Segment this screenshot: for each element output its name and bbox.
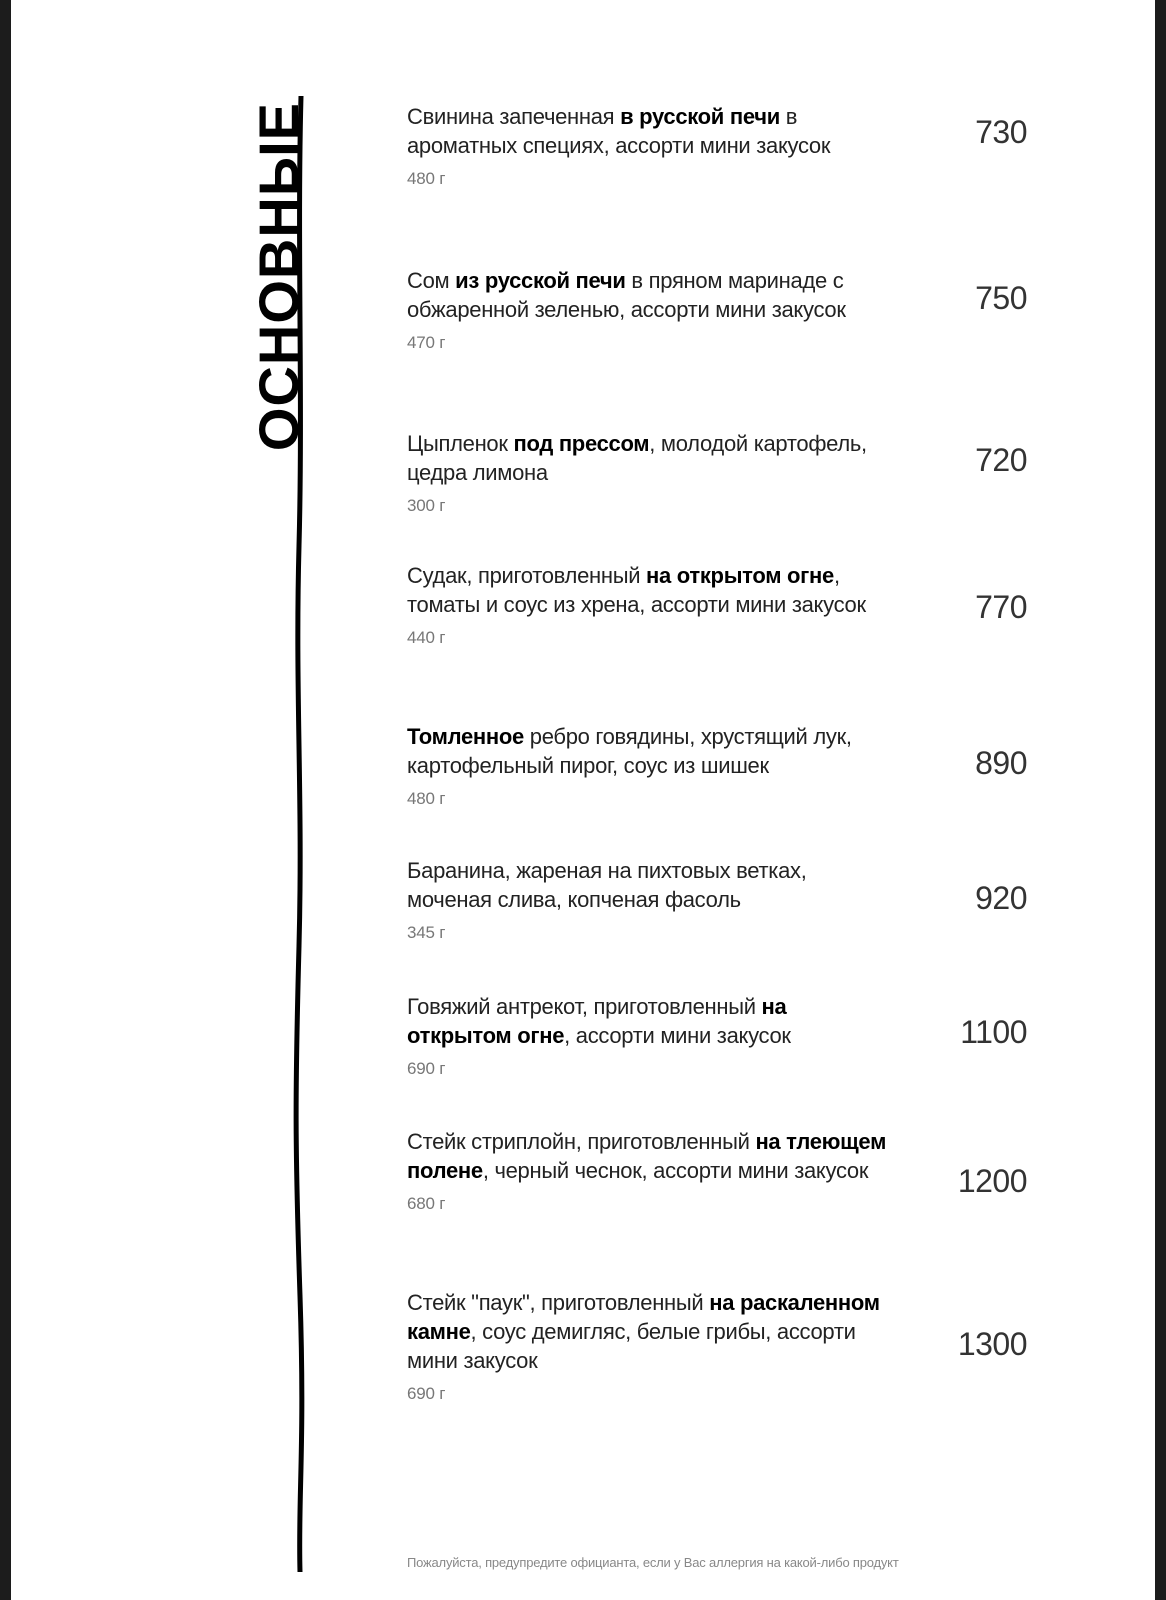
- item-description: [407, 429, 887, 487]
- item-description-text: Баранина, жареная на пихтовых ветках, моченая слива, копченая фасоль: [407, 858, 807, 912]
- item-price: 730: [975, 114, 1027, 150]
- item-price: 720: [975, 442, 1027, 478]
- item-description-text: Свинина запеченная: [407, 104, 621, 129]
- item-description-highlight: на раскаленном камне: [407, 1290, 880, 1344]
- item-description-text: Стейк "паук", приготовленный: [407, 1290, 710, 1315]
- menu-item: [407, 266, 887, 353]
- item-description-text: , соус демигляс, белые грибы, ассорти мини закусок: [407, 1319, 856, 1373]
- item-description: [407, 102, 887, 160]
- item-price: 750: [975, 280, 1027, 316]
- item-description-highlight: Томленное: [407, 724, 524, 749]
- item-description-highlight: под прессом: [513, 431, 650, 456]
- item-weight: 470 г: [407, 333, 446, 352]
- item-description-text: Цыпленок: [407, 431, 514, 456]
- item-description: [407, 1288, 887, 1375]
- item-description-highlight: на открытом огне: [646, 563, 834, 588]
- item-description-text: в пряном маринаде с обжаренной зеленью, ассорти мини закусок: [407, 268, 846, 322]
- item-description-text: Стейк стриплойн, приготовленный: [407, 1129, 756, 1154]
- item-description: [407, 992, 887, 1050]
- item-description-text: Сом: [407, 268, 456, 293]
- menu-item: [407, 561, 887, 648]
- item-weight: 480 г: [407, 169, 446, 188]
- item-weight: 440 г: [407, 628, 446, 647]
- item-description: [407, 561, 887, 619]
- item-description-text: , томаты и соус из хрена, ассорти мини закусок: [407, 563, 866, 617]
- item-price: 1100: [960, 1014, 1027, 1050]
- menu-item: [407, 429, 887, 516]
- item-description-text: Говяжий антрекот, приготовленный: [407, 994, 762, 1019]
- item-description-text: в ароматных специях, ассорти мини закусок: [407, 104, 831, 158]
- item-description-text: , молодой картофель, цедра лимона: [407, 431, 867, 485]
- item-description-text: , ассорти мини закусок: [564, 1023, 791, 1048]
- section-title: ОСНОВНЫЕ: [247, 102, 310, 452]
- item-description-highlight: на открытом огне: [407, 994, 787, 1048]
- allergy-notice: Пожалуйста, предупредите официанта, если у Вас аллергия на какой-либо продукт: [407, 1555, 899, 1570]
- item-price: 920: [975, 880, 1027, 916]
- menu-item: [407, 722, 887, 809]
- item-description: [407, 856, 887, 914]
- menu-item: [407, 102, 887, 189]
- item-weight: 690 г: [407, 1059, 446, 1078]
- menu-item: [407, 1288, 887, 1404]
- item-weight: 690 г: [407, 1384, 446, 1403]
- item-price: 890: [975, 745, 1027, 781]
- item-description-text: Судак, приготовленный: [407, 563, 647, 588]
- menu-item: [407, 992, 887, 1079]
- vertical-divider-line: [291, 96, 311, 1572]
- menu-page: [11, 0, 1155, 1600]
- menu-item: [407, 856, 887, 943]
- item-description-text: ребро говядины, хрустящий лук, картофельный пирог, соус из шишек: [407, 724, 852, 778]
- item-weight: 345 г: [407, 923, 446, 942]
- item-description: [407, 266, 887, 324]
- item-description: [407, 722, 887, 780]
- item-weight: 300 г: [407, 496, 446, 515]
- item-price: 1200: [957, 1163, 1027, 1199]
- item-price: 770: [975, 589, 1027, 625]
- item-description: [407, 1127, 887, 1185]
- item-weight: 680 г: [407, 1194, 446, 1213]
- item-description-highlight: на тлеющем полене: [407, 1129, 887, 1183]
- item-description-highlight: в русской печи: [620, 104, 780, 129]
- menu-item: [407, 1127, 887, 1214]
- item-price: 1300: [957, 1326, 1027, 1362]
- item-weight: 480 г: [407, 789, 446, 808]
- item-description-text: , черный чеснок, ассорти мини закусок: [482, 1158, 869, 1183]
- item-description-highlight: из русской печи: [455, 268, 626, 293]
